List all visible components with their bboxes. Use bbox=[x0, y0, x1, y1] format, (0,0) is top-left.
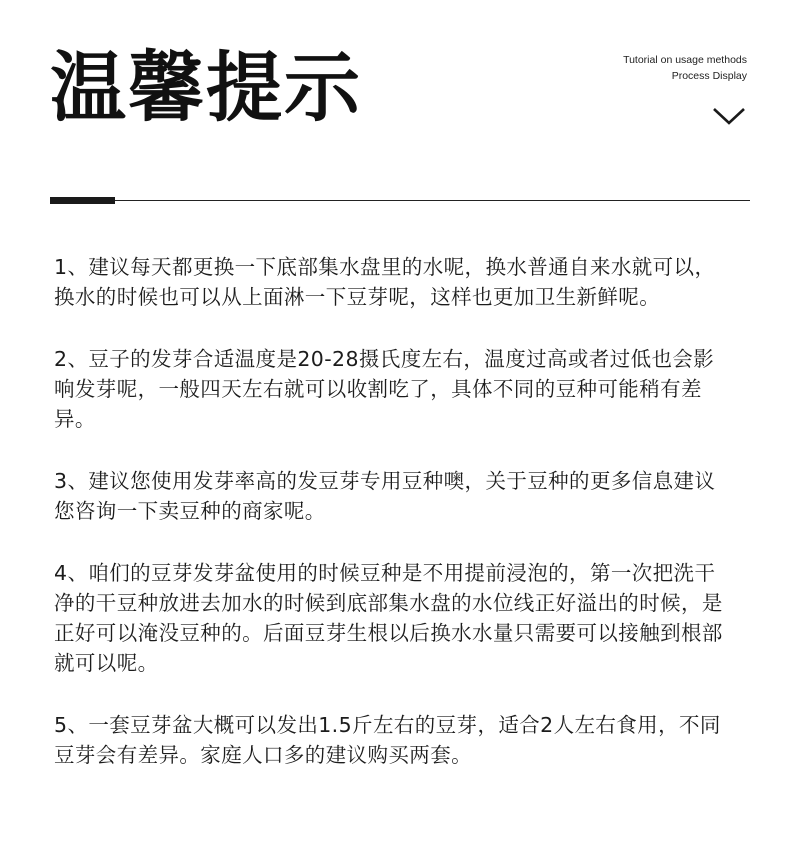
chevron-down-icon bbox=[712, 106, 746, 126]
header-subtitle bbox=[623, 52, 747, 84]
tip-item-5: 5、一套豆芽盆大概可以发出1.5斤左右的豆芽，适合2人左右食用，不同豆芽会有差异。家庭人口多的建议购买两套。 bbox=[54, 713, 721, 767]
tip-item-4: 4、咱们的豆芽发芽盆使用的时候豆种是不用提前浸泡的，第一次把洗干净的干豆种放进去加水的时候到底部集水盘的水位线正好溢出的时候，是正好可以淹没豆种的。后面豆芽生根以后换水水量只需要可以接触到根部就可以呢。 bbox=[54, 561, 723, 675]
header-divider-accent bbox=[50, 197, 115, 204]
tip-item-3: 3、建议您使用发芽率高的发豆芽专用豆种噢，关于豆种的更多信息建议您咨询一下卖豆种的商家呢。 bbox=[54, 469, 716, 523]
tips-list bbox=[54, 252, 734, 802]
tip-item-2: 2、豆子的发芽合适温度是20-28摄氏度左右，温度过高或者过低也会影响发芽呢，一般四天左右就可以收割吃了，具体不同的豆种可能稍有差异。 bbox=[54, 347, 715, 431]
subtitle-line-2: Process Display bbox=[671, 70, 747, 82]
subtitle-line-1: Tutorial on usage methods bbox=[623, 54, 747, 66]
tip-item-1: 1、建议每天都更换一下底部集水盘里的水呢，换水普通自来水就可以，换水的时候也可以从上面淋一下豆芽呢，这样也更加卫生新鲜呢。 bbox=[54, 255, 716, 309]
page-title: 温馨提示 bbox=[50, 43, 362, 132]
header-divider bbox=[50, 200, 750, 201]
